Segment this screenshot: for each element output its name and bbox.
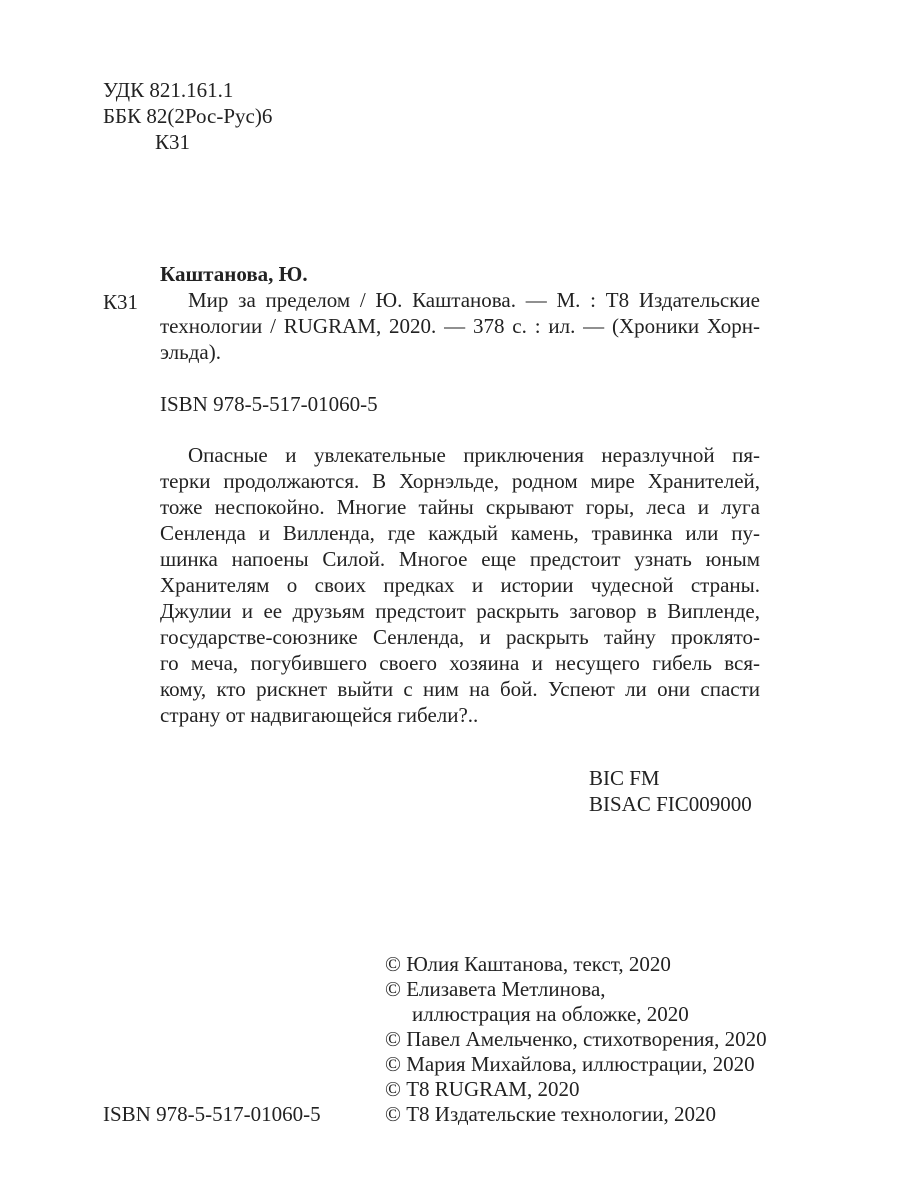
- bic-code: BIC FM: [589, 766, 660, 790]
- catalog-description-line: технологии / RUGRAM, 2020. — 378 с. : ил. — (Хроники Хорн-: [160, 314, 760, 338]
- bisac-code: BISAC FIC009000: [589, 792, 752, 816]
- annotation-line: Сенленда и Вилленда, где каждый камень, травинка или пу-: [160, 521, 760, 545]
- footer-isbn: ISBN 978-5-517-01060-5: [103, 1102, 321, 1126]
- annotation-line: терки продолжаются. В Хорнэльде, родном мире Хранителей,: [160, 469, 760, 493]
- author-mark: К31: [155, 130, 191, 154]
- annotation: [160, 442, 760, 728]
- copyright-line: © Мария Михайлова, иллюстрации, 2020: [385, 1052, 755, 1076]
- annotation-line: кому, кто рискнет выйти с ним на бой. Успеют ли они спасти: [160, 677, 760, 701]
- annotation-line: государстве-союзнике Сенленда, и раскрыть тайну проклято-: [160, 625, 760, 649]
- copyright-line: © Юлия Каштанова, текст, 2020: [385, 952, 671, 976]
- copyright-line: © Т8 Издательские технологии, 2020: [385, 1102, 716, 1126]
- copyright-line: иллюстрация на обложке, 2020: [412, 1002, 689, 1026]
- catalog-description-line: эльда).: [160, 340, 221, 364]
- udk-code: УДК 821.161.1: [103, 78, 234, 102]
- copyright-line: © Т8 RUGRAM, 2020: [385, 1077, 580, 1101]
- annotation-line: страну от надвигающейся гибели?..: [160, 703, 479, 727]
- annotation-line: шинка напоены Силой. Многое еще предстоит узнать юным: [160, 547, 760, 571]
- annotation-line: го меча, погубившего своего хозяина и несущего гибель вся-: [160, 651, 760, 675]
- annotation-line: тоже неспокойно. Многие тайны скрывают горы, леса и луга: [160, 495, 760, 519]
- annotation-line: Опасные и увлекательные приключения неразлучной пя-: [188, 443, 760, 467]
- catalog-isbn: ISBN 978-5-517-01060-5: [160, 392, 378, 416]
- bbk-code: ББК 82(2Рос-Рус)6: [103, 104, 273, 128]
- copyright-line: © Елизавета Метлинова,: [385, 977, 606, 1001]
- copyright-line: © Павел Амельченко, стихотворения, 2020: [385, 1027, 767, 1051]
- annotation-line: Джулии и ее друзьям предстоит раскрыть заговор в Випленде,: [160, 599, 760, 623]
- catalog-mark: К31: [103, 290, 139, 314]
- catalog-description: [160, 287, 760, 365]
- annotation-line: Хранителям о своих предках и истории чудесной страны.: [160, 573, 760, 597]
- catalog-description-line: Мир за пределом / Ю. Каштанова. — М. : Т8 Издательские: [188, 288, 760, 312]
- catalog-author-heading: Каштанова, Ю.: [160, 262, 308, 286]
